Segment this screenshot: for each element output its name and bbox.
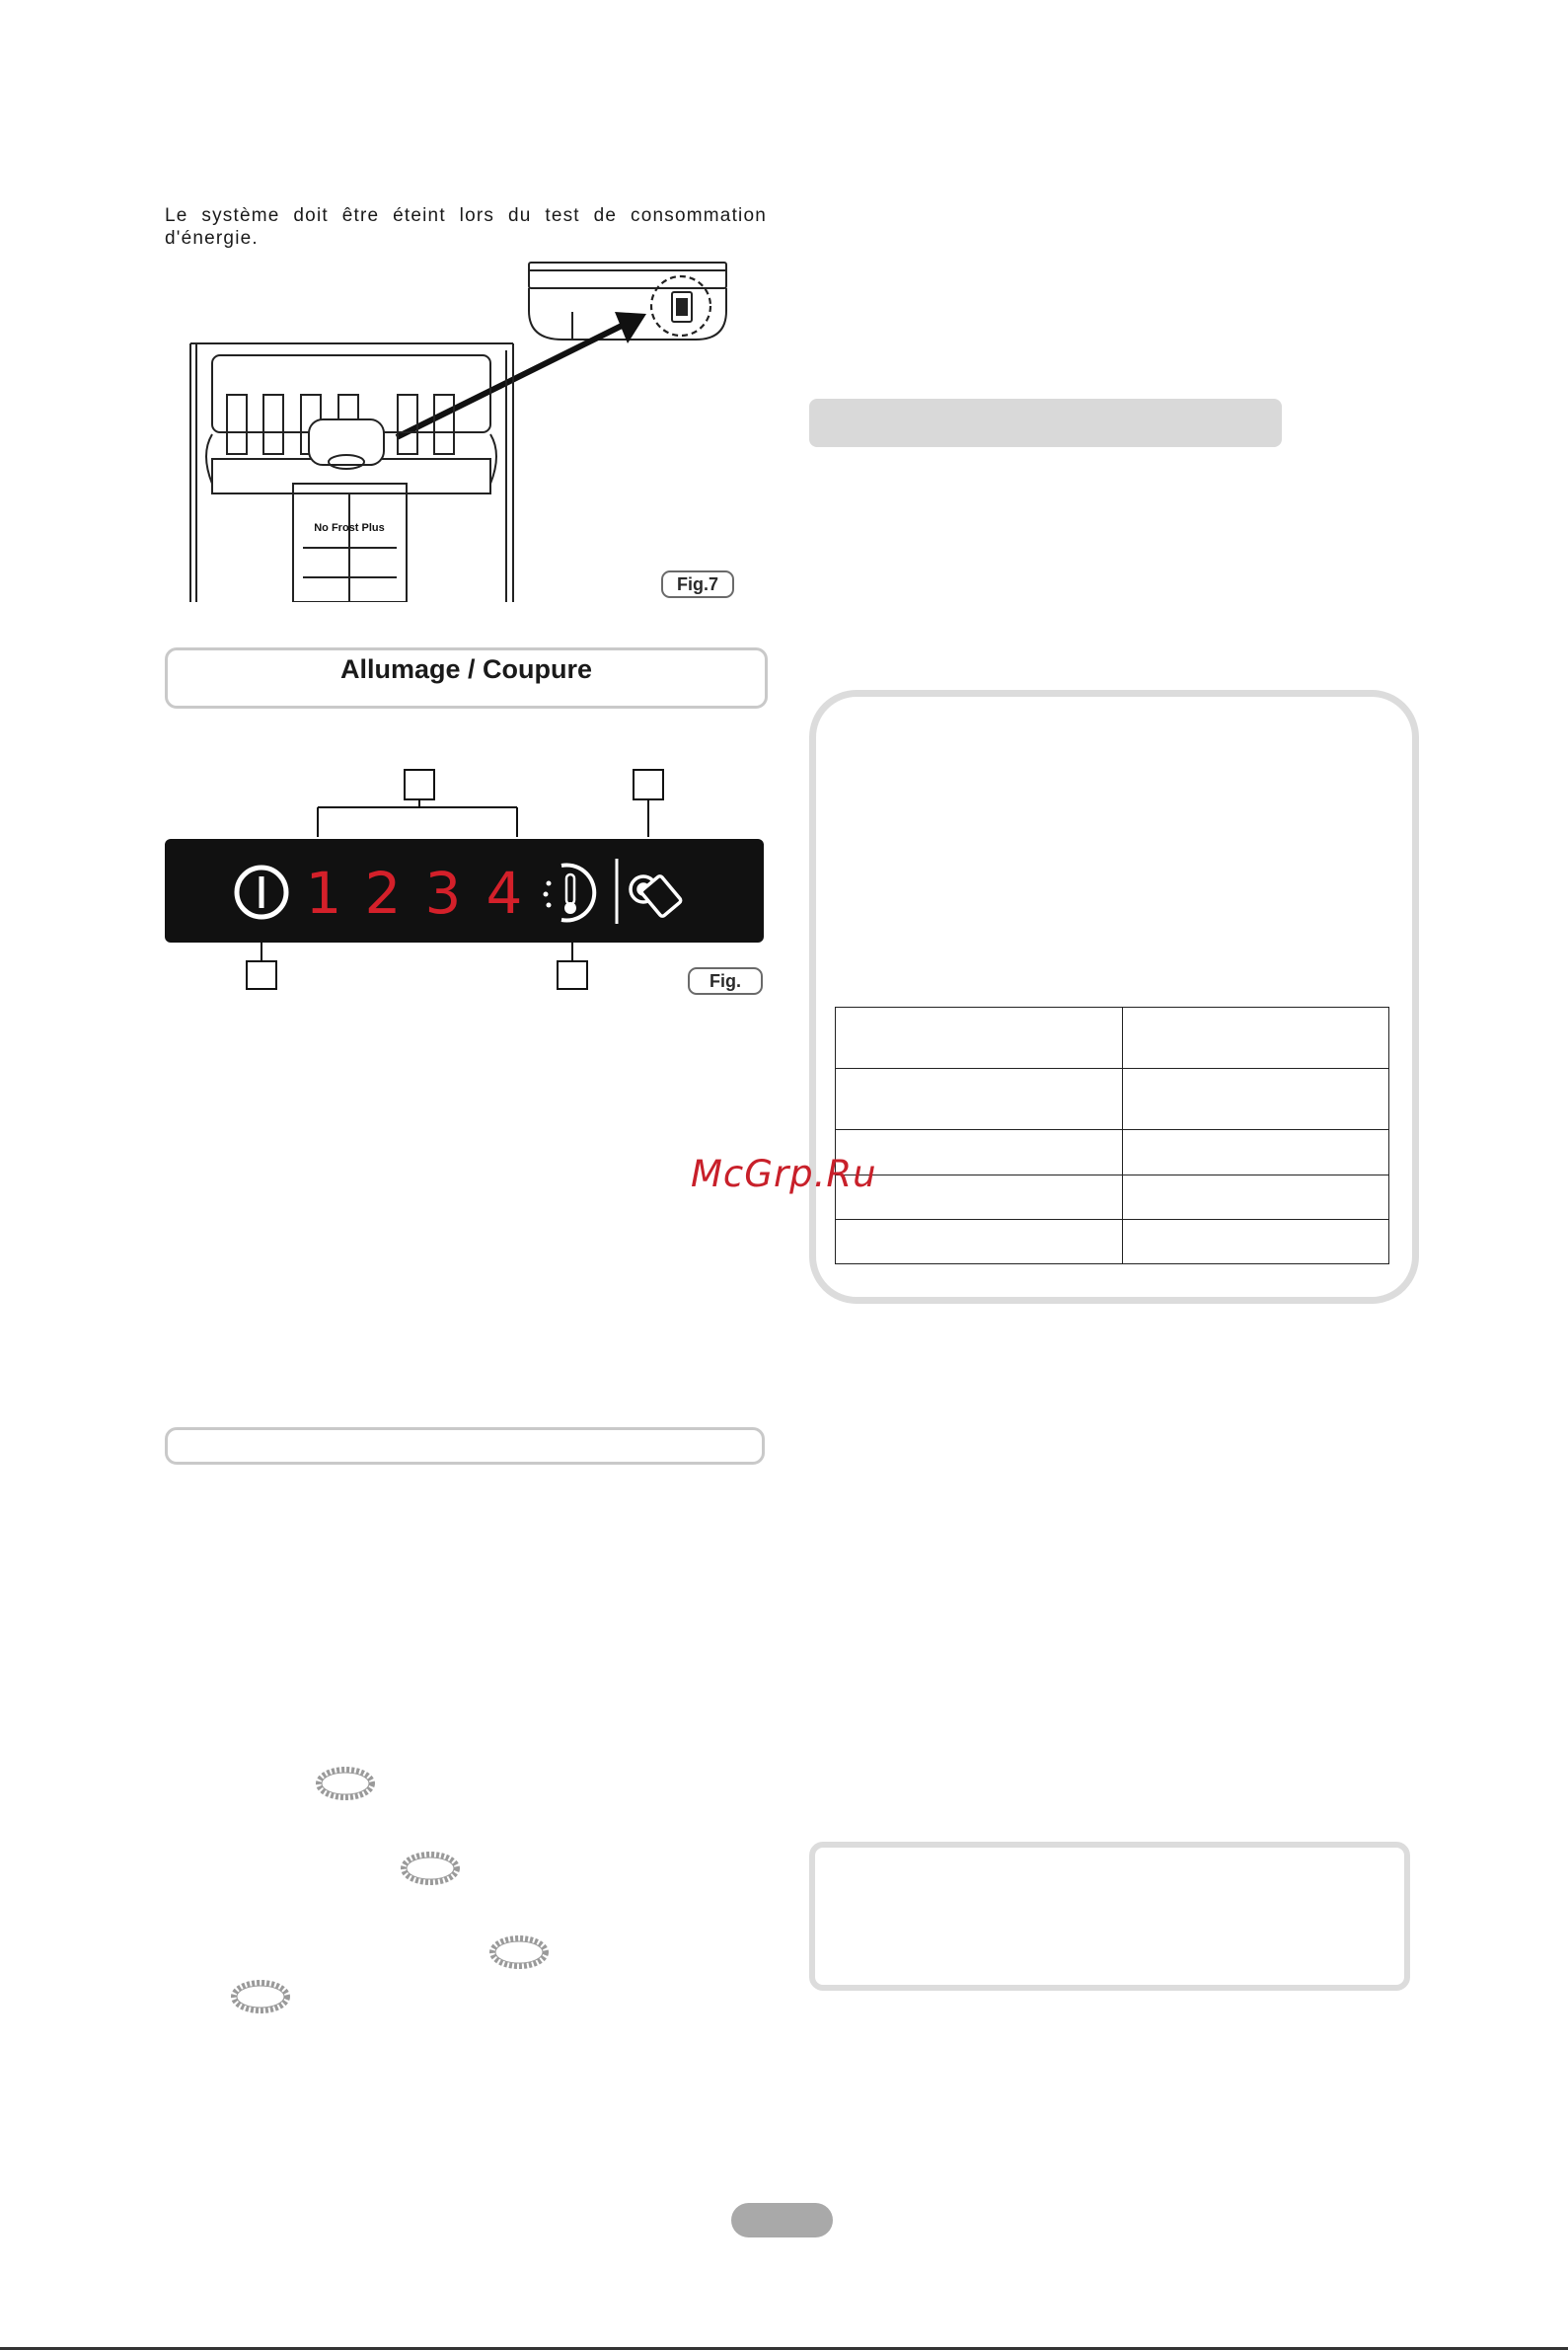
empty-section-header	[165, 1427, 765, 1465]
callout-box-top-left	[405, 770, 434, 799]
table-cell	[836, 1130, 1123, 1175]
table-row	[836, 1130, 1389, 1175]
table-cell	[836, 1069, 1123, 1130]
gear-icon	[399, 1850, 462, 1887]
gear-icon	[314, 1765, 377, 1802]
table-cell	[836, 1175, 1123, 1220]
table-row	[836, 1069, 1389, 1130]
right-section-bar	[809, 399, 1282, 447]
control-panel-fig-label: Fig.	[688, 967, 763, 995]
page-number-pill	[731, 2203, 833, 2237]
number-4: 4	[485, 860, 523, 927]
fig7-label: Fig.7	[661, 570, 734, 598]
number-3: 3	[424, 860, 462, 927]
section-power-title: Allumage / Coupure	[339, 654, 593, 684]
table-cell	[836, 1220, 1123, 1264]
gear-icon	[487, 1933, 551, 1971]
note-box	[809, 1842, 1410, 1991]
intro-paragraph: Le système doit être éteint lors du test de consommation d'énergie.	[165, 205, 767, 249]
callout-box-top-right	[634, 770, 663, 799]
section-power-header	[165, 647, 768, 709]
control-panel-figure	[158, 760, 770, 997]
fig7-panel-text: No Frost Plus	[314, 522, 385, 534]
callout-box-bottom-right	[558, 961, 587, 989]
table-cell	[1123, 1069, 1389, 1130]
callout-box-bottom-left	[247, 961, 276, 989]
number-1: 1	[305, 860, 342, 927]
table-cell	[1123, 1008, 1389, 1069]
fig7-illustration	[183, 257, 750, 602]
table-row	[836, 1008, 1389, 1069]
table-cell	[1123, 1220, 1389, 1264]
table-cell	[1123, 1130, 1389, 1175]
table-cell	[836, 1008, 1123, 1069]
table-row	[836, 1175, 1389, 1220]
fridge-interior	[190, 343, 513, 602]
watermark: McGrp.Ru	[691, 1153, 877, 1195]
data-table	[835, 1007, 1389, 1264]
gear-icon	[229, 1978, 292, 2015]
table-row	[836, 1220, 1389, 1264]
number-2: 2	[364, 860, 402, 927]
table-cell	[1123, 1175, 1389, 1220]
